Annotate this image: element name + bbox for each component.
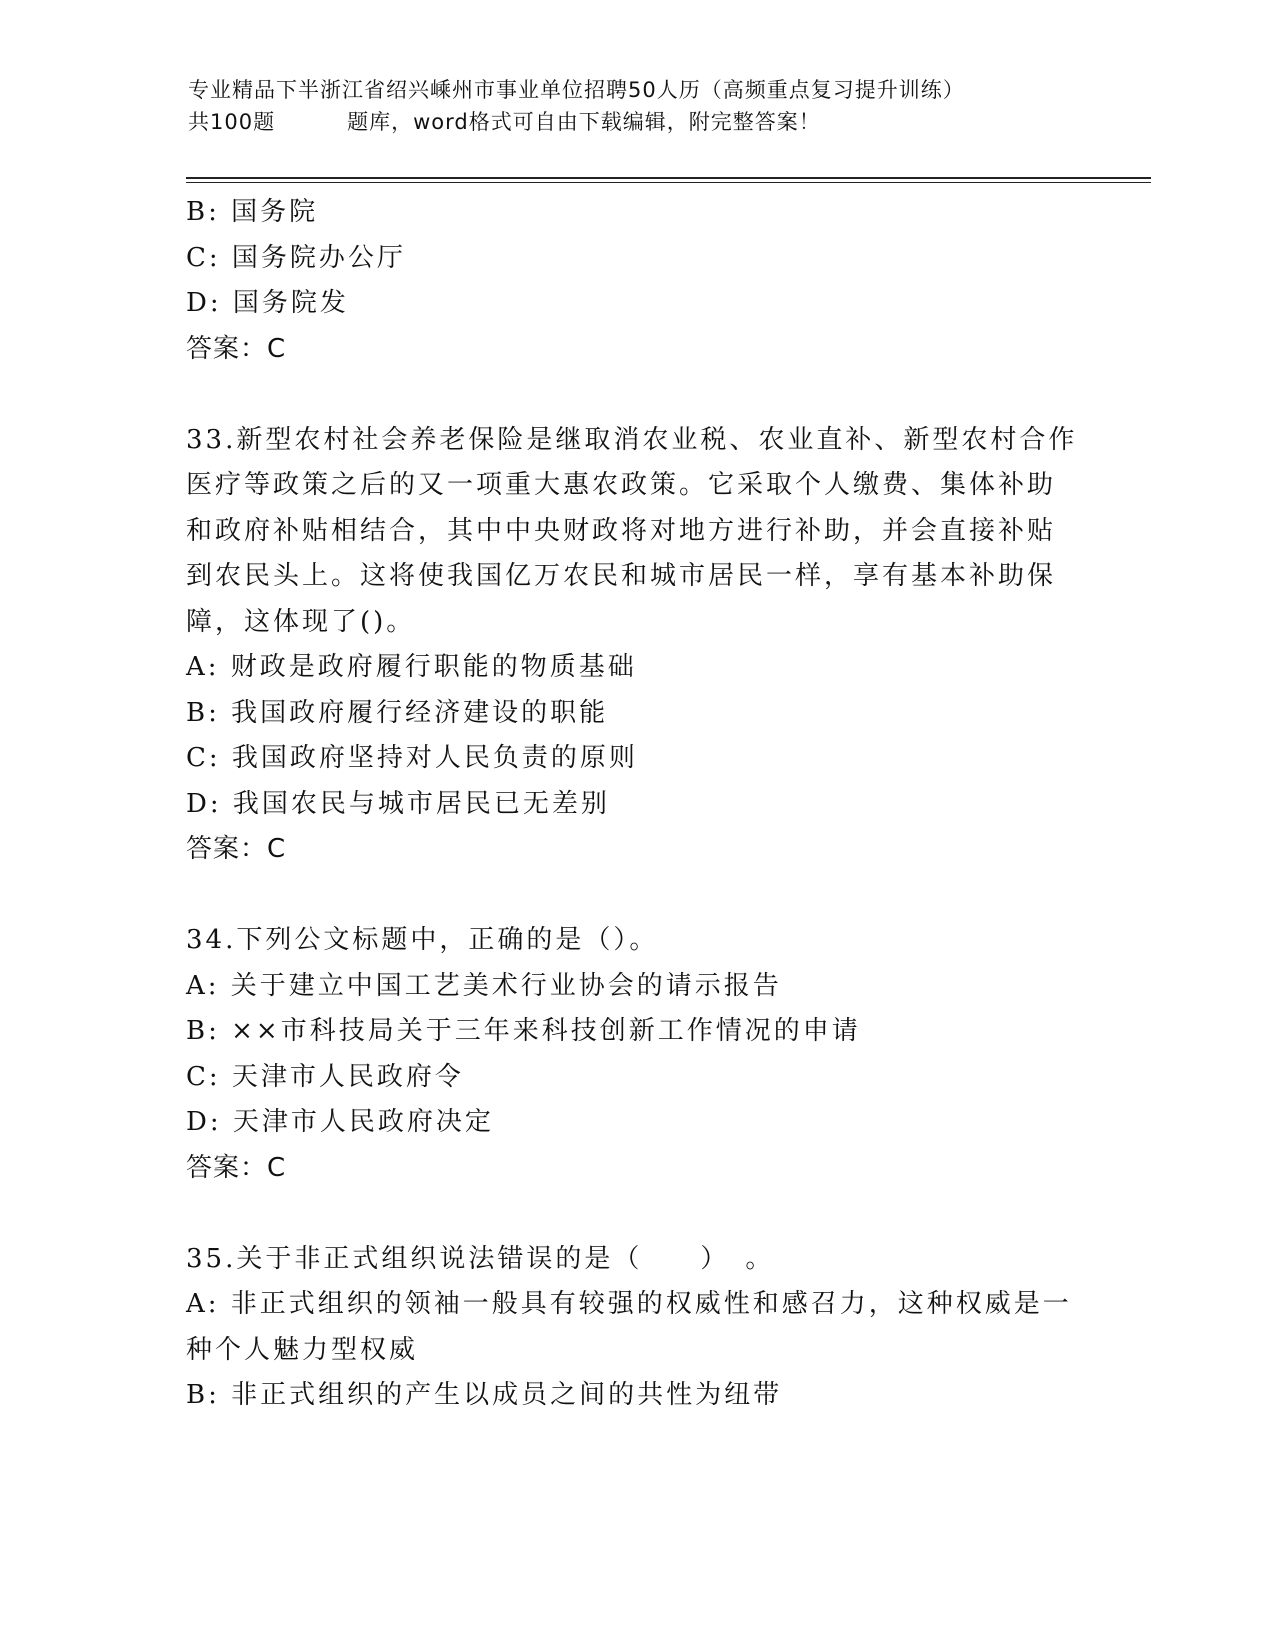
- question-35: [186, 1237, 1076, 1419]
- header-divider-thin: [186, 182, 1151, 183]
- option-b: B: 非正式组织的产生以成员之间的共性为纽带: [186, 1380, 783, 1410]
- option-a-continued: 种个人魅力型权威: [186, 1334, 419, 1365]
- option-d: D: 我国农民与城市居民已无差别: [186, 788, 610, 819]
- header-description: 题库，word格式可自由下载编辑，附完整答案！: [347, 110, 821, 134]
- option-b: B: 我国政府履行经济建设的职能: [186, 697, 609, 728]
- option-b: B: 国务院: [186, 197, 319, 227]
- header-title-line2: [188, 106, 1088, 138]
- option-c: C: 我国政府坚持对人民负责的原则: [186, 743, 638, 773]
- option-a: A: 关于建立中国工艺美术行业协会的请示报告: [186, 970, 782, 1001]
- option-d: D: 国务院发: [186, 288, 349, 318]
- answer-line: 答案：C: [186, 1152, 287, 1183]
- option-d: D: 天津市人民政府决定: [186, 1107, 494, 1137]
- answer-line: 答案：C: [186, 834, 287, 864]
- spacer: [186, 1191, 1076, 1237]
- option-a: A: 非正式组织的领袖一般具有较强的权威性和感召力，这种权威是一: [186, 1289, 1072, 1319]
- option-c: C: 国务院办公厅: [186, 242, 406, 273]
- spacer: [186, 372, 1076, 418]
- question-stem-line: 33.新型农村社会养老保险是继取消农业税、农业直补、新型农村合作: [186, 424, 1078, 455]
- question-content: [186, 190, 1076, 1419]
- question-34: [186, 918, 1076, 1191]
- page-header: [188, 74, 1088, 138]
- option-c: C: 天津市人民政府令: [186, 1061, 464, 1092]
- question-stem-line: 医疗等政策之后的又一项重大惠农政策。它采取个人缴费、集体补助: [186, 470, 1057, 500]
- header-divider-thick: [186, 177, 1151, 179]
- header-question-count: 共100题: [188, 110, 276, 134]
- option-a: A: 财政是政府履行职能的物质基础: [186, 652, 637, 682]
- question-stem-line: 和政府补贴相结合，其中中央财政将对地方进行补助，并会直接补贴: [186, 515, 1057, 546]
- question-33: [186, 418, 1076, 873]
- question-stem-line: 到农民头上。这将使我国亿万农民和城市居民一样，享有基本补助保: [186, 561, 1057, 591]
- question-stem-line: 35.关于非正式组织说法错误的是（ ） 。: [186, 1243, 775, 1274]
- header-title-line1: 专业精品下半浙江省绍兴嵊州市事业单位招聘50人历（高频重点复习提升训练）: [188, 78, 965, 102]
- question-stem-line: 障，这体现了()。: [186, 606, 416, 637]
- answer-line: 答案：C: [186, 333, 287, 364]
- spacer: [186, 873, 1076, 919]
- option-b: B: ××市科技局关于三年来科技创新工作情况的申请: [186, 1016, 861, 1046]
- question-stem-line: 34.下列公文标题中，正确的是（）。: [186, 925, 659, 955]
- prev-question-block: [186, 190, 1076, 372]
